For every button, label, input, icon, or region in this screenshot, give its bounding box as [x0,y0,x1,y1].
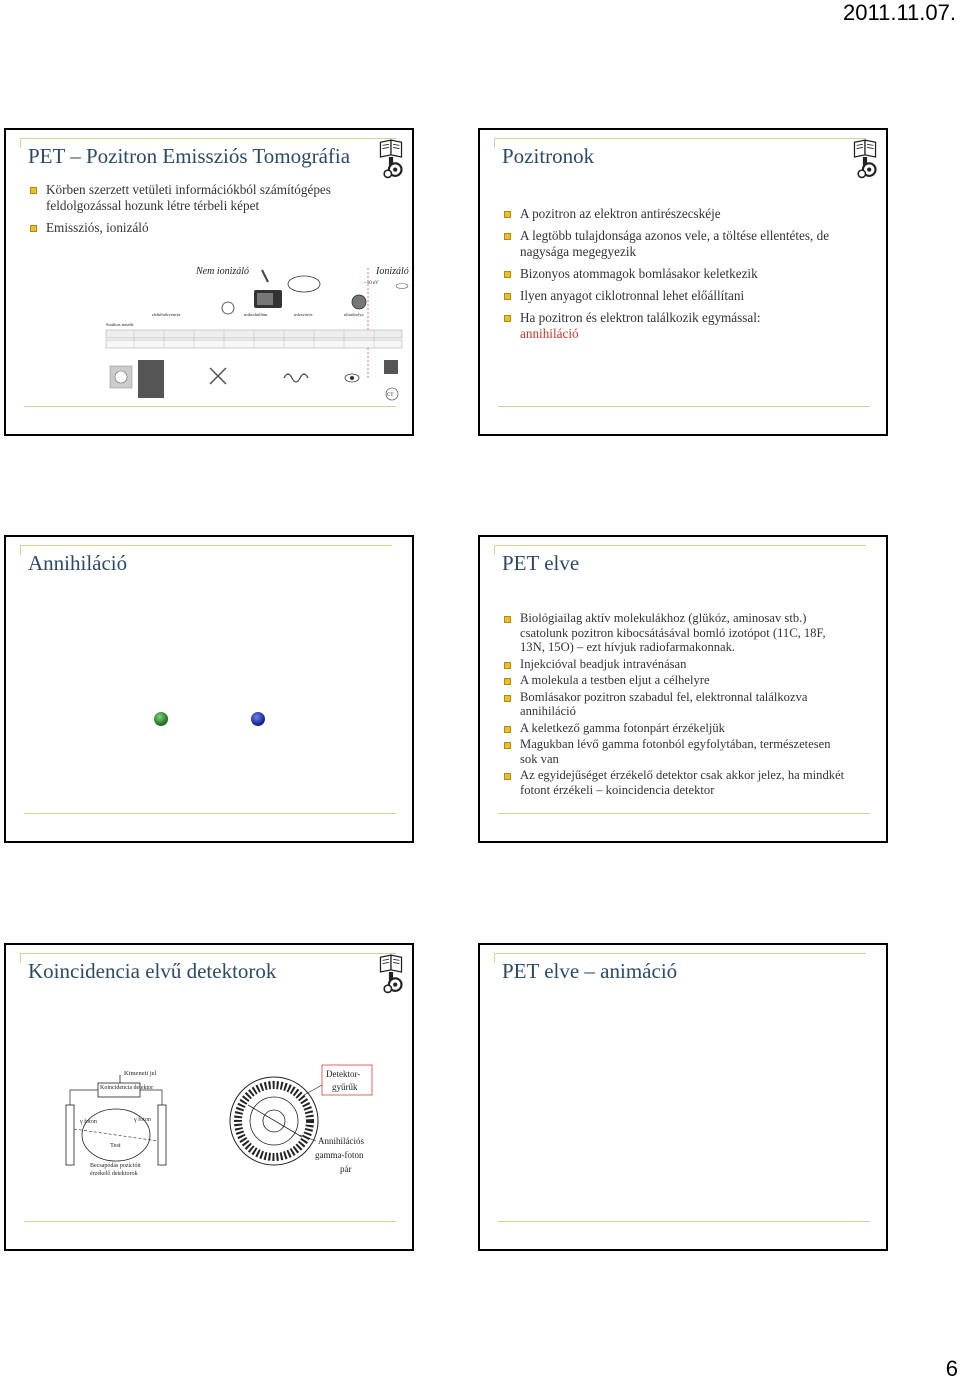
slide-rule-tick [494,138,495,148]
slide-rule-bottom [24,1221,396,1222]
bullet-item: A legtöbb tulajdonsága azonos vele, a töltése ellentétes, de nagysága megegyezik [500,228,860,260]
slide-rule-tick [494,953,495,963]
slide-3 [4,535,414,843]
mri-icon [222,302,234,314]
slide-6 [478,943,888,1251]
body-label: Test [110,1142,121,1149]
slide-1-title: PET – Pozitron Emissziós Tomográfia [28,144,351,168]
slide-rule-tick [20,953,21,963]
slide-4-title: PET elve [502,551,580,575]
annihilation-term: annihiláció [520,326,579,341]
band-label: infravörös [294,312,313,317]
slide-rule-top [494,545,866,546]
annihilation-animation [146,705,276,733]
book-gear-icon [378,138,404,178]
bullet-item: A keletkező gamma fotonpárt érzékeljük [500,721,850,736]
slide-rule-tick [494,545,495,555]
bullet-item: A molekula a testben eljut a célhelyre [500,673,850,688]
pair-label: gamma-foton [315,1150,364,1160]
electron-particle [251,712,265,726]
slide-rule-bottom [498,813,870,814]
slide-4-bullets [500,611,850,799]
book-gear-icon [852,138,878,178]
slide-rule-bottom [498,406,870,407]
caption-line-1: Becsapódás pozícióit [90,1163,141,1169]
pair-label: pár [340,1164,352,1174]
gamma-photon-label: γ foton [80,1119,97,1125]
bullet-item: Az egyidejűséget érzékelő detektor csak akkor jelez, ha mindkét fotont érzékeli – koincidencia detektor [500,768,850,797]
coincidence-detector-diagram [60,1065,380,1181]
bullet-item: Biológiailag aktív molekulákhoz (glükóz, aminosav stb.) csatolunk pozitron kibocsátásával bomló izotópot (11C, 18F, 13N, 15O) – ezt hívjuk radiofarmakonnak. [500,611,850,655]
cloud-icon [288,276,320,292]
slide-rule-top [20,138,396,139]
bullet-item: Bomlásakor pozitron szabadul fel, elektronnal találkozva annihiláció [500,690,850,719]
slide-3-title: Annihiláció [28,551,128,575]
detector-left [66,1105,74,1165]
slide-rule-tick [20,545,21,555]
detector-right [158,1105,166,1165]
detector-ring [230,1077,318,1165]
slide-2 [478,128,888,436]
wave-icon [284,374,308,382]
phone-icon [262,270,268,282]
bullet-item: Magukban lévő gamma fotonból egyfolytában, természetesen sok van [500,737,850,766]
slide-1-bullets [26,182,366,242]
coincidence-label: Koincidencia detektor [100,1085,154,1091]
slide-rule-bottom [24,406,396,407]
bullet-text: Ha pozitron és elektron találkozik egymással: [520,310,761,325]
band-label: mikrohullám [244,312,268,317]
slide-6-title: PET elve – animáció [502,959,678,983]
slide-2-title: Pozitronok [502,144,595,168]
slide-1 [4,128,414,436]
ev-label: ~10 eV [364,281,379,286]
bullet-item: Emissziós, ionizáló [26,220,366,236]
output-signal-label: Kimeneti jel [124,1070,157,1077]
em-spectrum-figure [104,260,409,402]
bullet-item [500,310,860,342]
bullet-item: Injekcióval beadjuk intravénásan [500,657,850,672]
slide-5 [4,943,414,1251]
page-date: 2011.11.07. [843,0,956,25]
slide-2-bullets [500,206,860,348]
slide-rule-top [494,138,866,139]
transformer-image [138,360,164,398]
slide-rule-bottom [24,813,396,814]
band-label: Statikus mezők [106,322,134,327]
book-gear-icon [378,953,404,993]
slide-rule-top [20,545,392,546]
atom-icon [396,284,408,289]
bullet-item: A pozitron az elektron antirészecskéje [500,206,860,222]
ionizing-label: Ionizáló [376,266,409,277]
page-number: 6 [945,1356,958,1381]
xray-icon [384,360,398,374]
sun-icon [352,295,366,309]
slide-rule-top [20,953,396,954]
band-label: ultraibolya [344,312,364,317]
slide-4 [478,535,888,843]
slide-rule-top [494,953,866,954]
bullet-item: Körben szerzett vetületi információkból számítógépes feldolgozással hozunk létre térbeli képet [26,182,366,214]
slide-rule-bottom [498,1221,870,1222]
ring-label: gyűrűk [332,1082,358,1092]
slide-5-title: Koincidencia elvű detektorok [28,959,277,983]
slide-rule-tick [20,138,21,148]
bullet-item: Ilyen anyagot ciklotronnal lehet előállítani [500,288,860,304]
gamma-photon-label: γ foton [134,1117,151,1123]
band-label: rádiófrekvencia [152,312,181,317]
pair-label: Annihilációs [318,1136,364,1146]
positron-particle [154,712,168,726]
ring-label: Detektor- [326,1069,361,1079]
caption-line-2: érzékelő detektorok [90,1171,138,1177]
bullet-item: Bizonyos atommagok bomlásakor keletkezik [500,266,860,282]
nonionizing-label: Nem ionizáló [196,266,250,277]
ct-label: CT [387,393,394,398]
